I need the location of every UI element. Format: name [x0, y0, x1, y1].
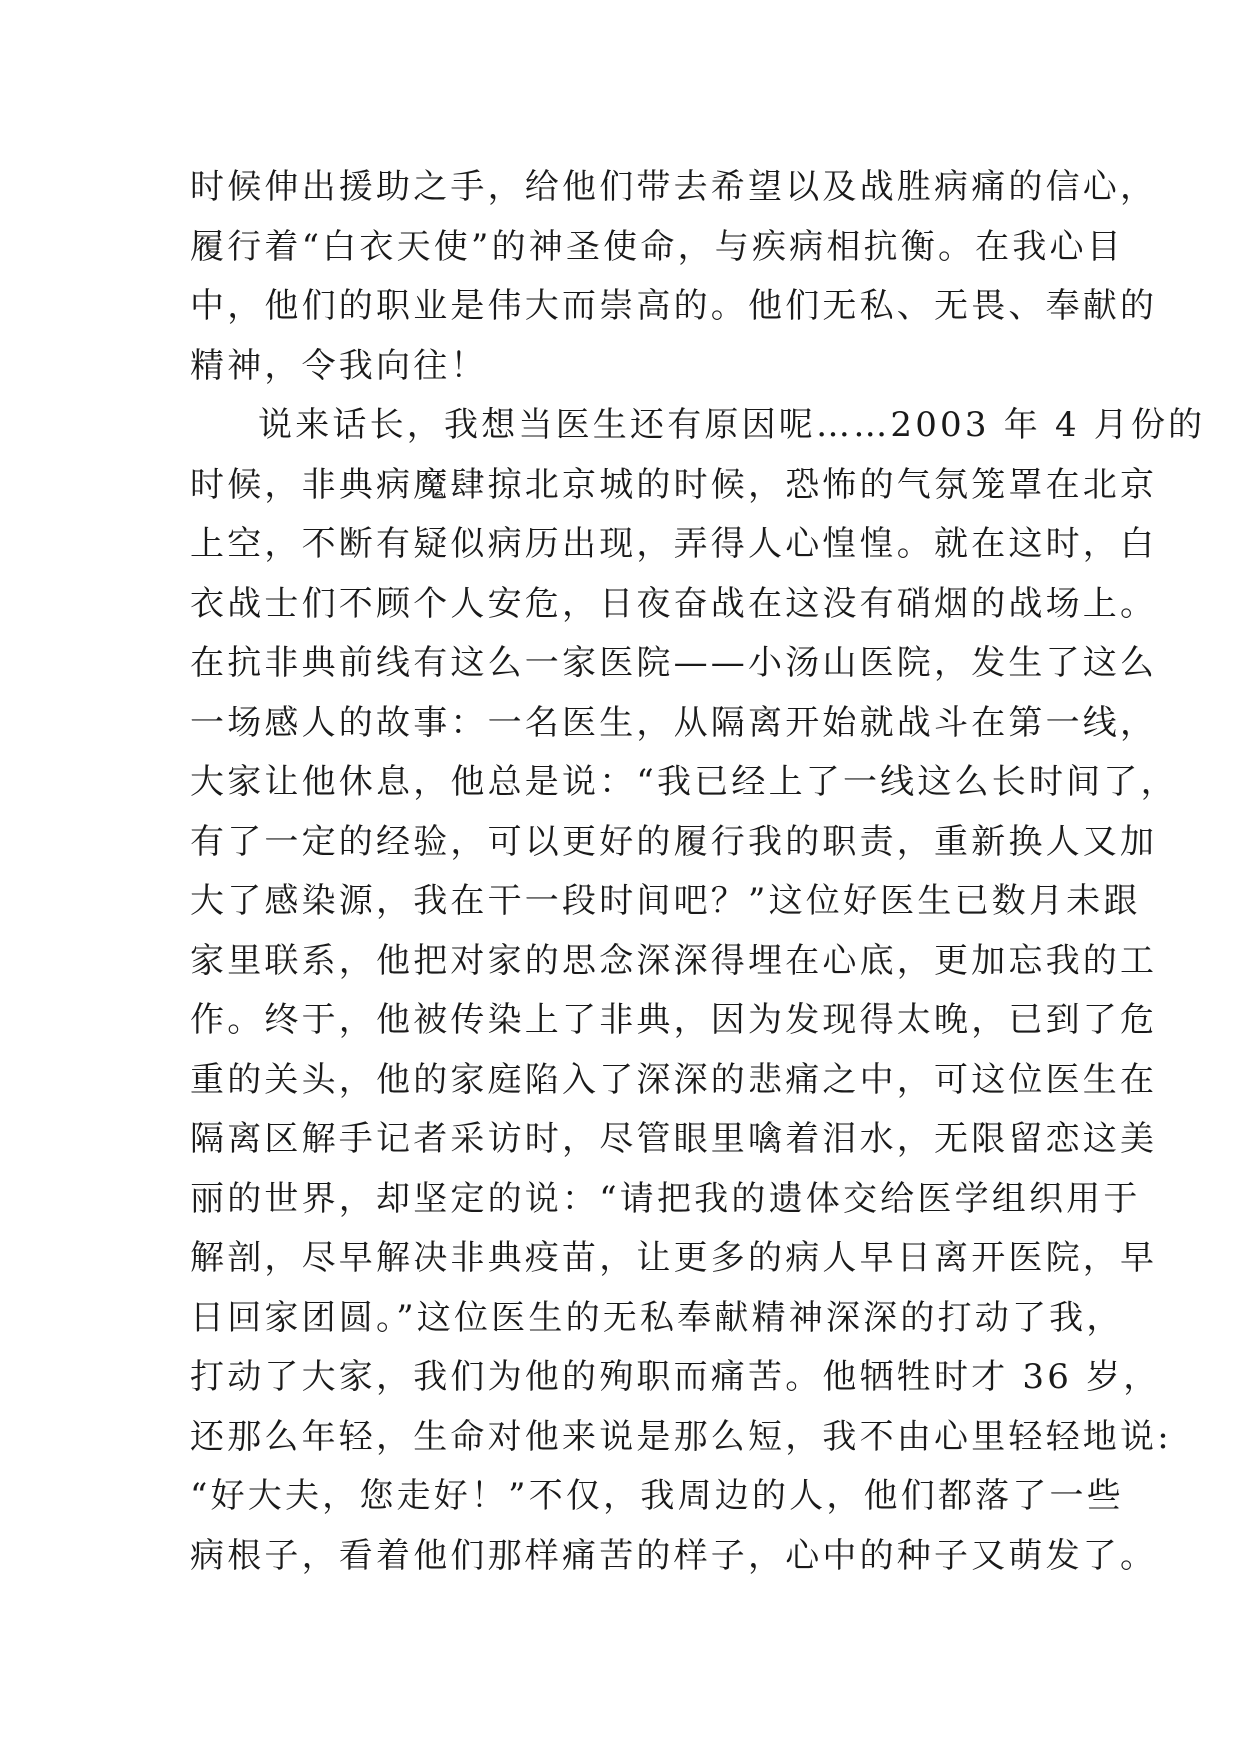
- text-line: 病根子，看着他们那样痛苦的样子，心中的种子又萌发了。: [190, 1535, 1158, 1576]
- text-line: 作。终于，他被传染上了非典，因为发现得太晚，已到了危: [190, 1000, 1158, 1040]
- text-line: 时候，非典病魔肆掠北京城的时候，恐怖的气氛笼罩在北京: [190, 464, 1158, 505]
- text-line: 解剖，尽早解决非典疫苗，让更多的病人早日离开医院，早: [190, 1238, 1158, 1278]
- text-line: 家里联系，他把对家的思念深深得埋在心底，更加忘我的工: [190, 940, 1158, 981]
- text-line: 重的关头，他的家庭陷入了深深的悲痛之中，可这位医生在: [190, 1059, 1158, 1100]
- text-line: 大家让他休息，他总是说：“我已经上了一线这么长时间了，: [190, 762, 1178, 802]
- text-line: 上空，不断有疑似病历出现，弄得人心惶惶。就在这时，白: [190, 524, 1158, 564]
- text-line: 在抗非典前线有这么一家医院——小汤山医院，发生了这么: [190, 643, 1158, 683]
- text-line: 精神，令我向往！: [190, 345, 488, 386]
- text-line: 有了一定的经验，可以更好的履行我的职责，重新换人又加: [190, 821, 1158, 862]
- text-line: 衣战士们不顾个人安危，日夜奋战在这没有硝烟的战场上。: [190, 583, 1158, 624]
- text-line: 大了感染源，我在干一段时间吧？”这位好医生已数月未跟: [190, 881, 1141, 921]
- paragraph-first-line: 说来话长，我想当医生还有原因呢……2003 年 4 月份的: [258, 405, 1206, 445]
- text-line: 日回家团圆。”这位医生的无私奉献精神深深的打动了我，: [190, 1297, 1124, 1338]
- text-line: 履行着“白衣天使”的神圣使命，与疾病相抗衡。在我心目: [190, 226, 1124, 267]
- body-text: [190, 158, 1206, 1586]
- text-line: “好大夫，您走好！”不仅，我周边的人，他们都落了一些: [190, 1476, 1124, 1516]
- text-line: 时候伸出援助之手，给他们带去希望以及战胜病痛的信心，: [190, 167, 1158, 207]
- text-line: 还那么年轻，生命对他来说是那么短，我不由心里轻轻地说:: [190, 1416, 1172, 1457]
- text-line: 隔离区解手记者采访时，尽管眼里噙着泪水，无限留恋这美: [190, 1119, 1158, 1159]
- text-line: 丽的世界，却坚定的说：“请把我的遗体交给医学组织用于: [190, 1178, 1141, 1219]
- text-line: 中，他们的职业是伟大而崇高的。他们无私、无畏、奉献的: [190, 286, 1158, 326]
- text-line: 打动了大家，我们为他的殉职而痛苦。他牺牲时才 36 岁，: [190, 1357, 1161, 1397]
- text-line: 一场感人的故事：一名医生，从隔离开始就战斗在第一线，: [190, 702, 1158, 743]
